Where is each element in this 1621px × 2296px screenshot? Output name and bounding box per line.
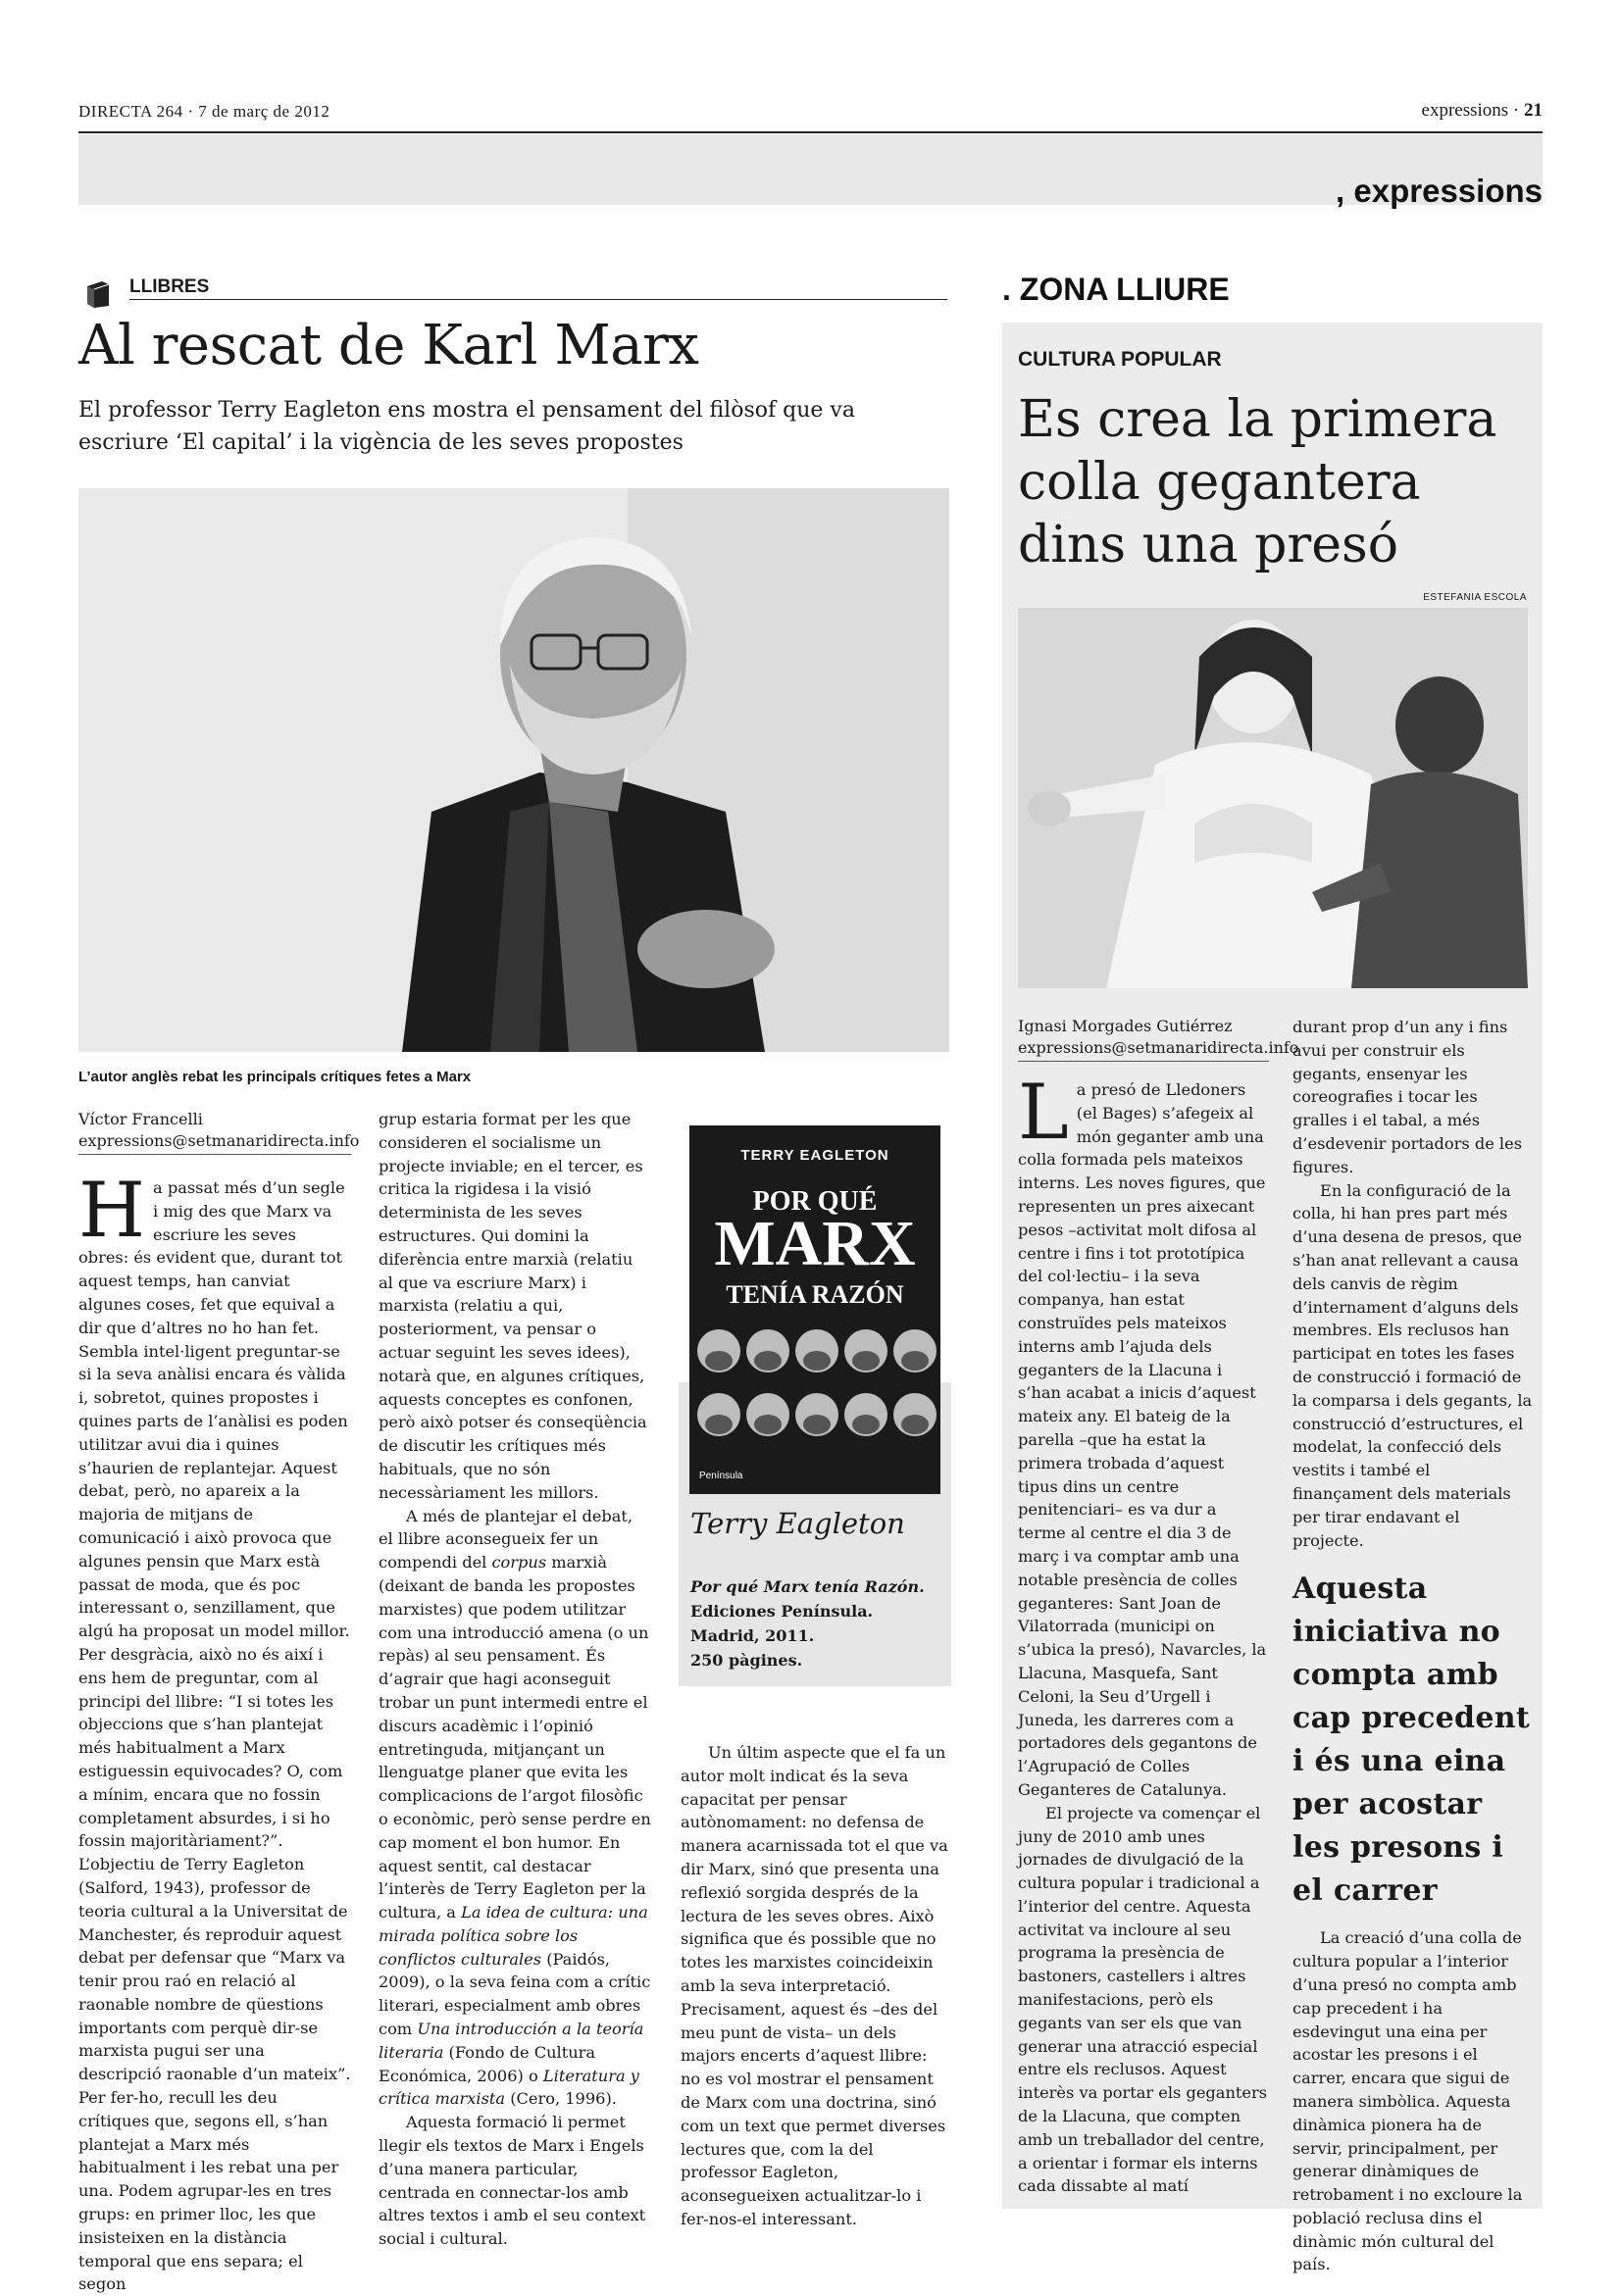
giant-illustration: [1018, 608, 1528, 988]
zona-byline: [1018, 1016, 1299, 1062]
giants-photo: [1018, 608, 1528, 988]
cover-publisher: Península: [699, 1471, 743, 1481]
section-name: expressions: [1421, 100, 1509, 121]
drop-cap: L: [1018, 1069, 1069, 1157]
cover-title-1: POR QUÉ: [752, 1186, 878, 1217]
book-cover: [689, 1125, 940, 1494]
paragraph: La creació d’una colla de cultura popular a l’interior d’una presó no compta amb cap precedent i ha esdevingut una eina per acostar les presons i el carrer, encara que sigui de manera simbòlica. Aquesta dinàmica pionera ha de servir, principalment, per generar dinàmiques de retrobament i no excloure la població reclusa dins el dinàmic món cultural del país.: [1292, 1928, 1523, 2274]
zona-column-1: [1018, 1069, 1269, 2198]
paragraph: En la configuració de la colla, hi han pres part més d’una desena de presos, que s’han anat rellevant a causa dels canvis de règim d’internament d’alguns dels membres. Els reclusos han participat en totes les fases de construcció i formació de la comparsa i dels gegants, la construcció d’estructures, el modelat, la confecció dels vestits i també el finançament dels materials per tirar endavant el projecte.: [1292, 1180, 1533, 1550]
portrait-illustration: [78, 488, 949, 1052]
zona-kicker: CULTURA POPULAR: [1018, 348, 1222, 371]
book-pages: 250 pàgines.: [690, 1651, 803, 1670]
issue-date: DIRECTA 264 · 7 de març de 2012: [78, 102, 330, 121]
byline-rule: [78, 1154, 351, 1155]
paragraph: Aquesta formació li permet llegir els textos de Marx i Engels d’una manera particular, centrada en connectar-los amb altres textos i amb el seu context social i cultural.: [379, 2113, 646, 2249]
section-band-title: , expressions: [1336, 173, 1543, 209]
book-publisher: Ediciones Península.: [690, 1602, 874, 1621]
article-column-2: [379, 1108, 651, 2251]
photo-caption: L’autor anglès rebat les principals crítiques fetes a Marx: [78, 1069, 472, 1085]
author-name: Ignasi Morgades Gutiérrez: [1018, 1017, 1233, 1035]
paragraph: A més de plantejar el debat, el llibre aconsegueix fer un compendi del corpus marxià (deixant de banda les propostes marxistes) que podem utilitzar com una introducció amena (o un repàs) al seu pensament. És d’agrair que hagi aconseguit trobar un punt intermedi entre el discurs acadèmic i l’opinió entretinguda, mitjançant un llenguatge planer que evita les complicacions de l’argot filosòfic o econòmic, però sense perdre en cap moment el bon humor. En aquest sentit, cal destacar l’interès de Terry Eagleton per la cultura, a La idea de cultura: una mirada política sobre los conflictos culturales (Paidós, 2009), o la seva feina com a crític literari, especialment amb obres com Una introducción a la teoría literaria (Fondo de Cultura Económica, 2006) o Literatura y crítica marxista (Cero, 1996).: [379, 1506, 651, 2109]
author-name: Víctor Francelli: [78, 1110, 203, 1128]
book-icon: [84, 279, 112, 309]
author-email[interactable]: expressions@setmanaridirecta.info: [1018, 1038, 1299, 1057]
column-text: a passat més d’un segle i mig des que Marx va escriure les seves obres: és evident que, durant tot aquest temps, han canviat algunes coses, fet que equival a dir que d’altres no ho han fet. Sembla intel·ligent preguntar-se si la seva anàlisi encara és vàlida i, sobretot, quines propostes i quines parts de l’anàlisi es poden utilitzar avui dia i quines s’haurien de replantejar. Aquest debat, però, no apareix a la majoria de mitjans de comunicació i això provoca que algunes pensin que Marx està passat de moda, que és poc interessant o, senzillament, que algú ha proposat un model millor. Per desgràcia, això no és així i ens hem de preguntar, com al principi del llibre: “I si totes les objeccions que s’han plantejat més habitualment a Marx estiguessin equivocades? O, com a mínim, encara que no fossin completament absurdes, i si ho fossin majoritàriament?”. L’objectiu de Terry Eagleton (Salford, 1943), professor de teoria cultural a la Universitat de Manchester, és reproduir aquest debat per defensar que “Marx va tenir prou raó en relació al raonable nombre de qüestions importants com perquè dir-se marxista pugui ser una descripció raonable d’un mateix”. Per fer-ho, recull les deu crítiques que, segons ell, s’han plantejat a Marx més habitualment i les rebat una per una. Podem agrupar-les en tres grups: en primer lloc, les que insisteixen en la distància temporal que ens separa; el segon: [78, 1178, 351, 2294]
article-subtitle: El professor Terry Eagleton ens mostra el pensament del filòsof que va escriure ‘El capital’ i la vigència de les seves propostes: [78, 398, 855, 455]
book-author: Terry Eagleton: [690, 1507, 905, 1540]
cover-title-2: MARX: [714, 1208, 916, 1279]
article-column-1: [78, 1167, 351, 2296]
section-rule: [129, 299, 947, 300]
zona-title: Es crea la primera colla gegantera dins una presó: [1018, 390, 1497, 574]
drop-cap: H: [78, 1167, 146, 1255]
zona-column-2: [1292, 1016, 1534, 2276]
article-title: Al rescat de Karl Marx: [78, 314, 699, 377]
pull-quote: Aquesta iniciativa no compta amb cap precedent i és una eina per acostar les presons i el carrer: [1292, 1572, 1530, 1909]
book-title: Por qué Marx tenía Razón.: [690, 1577, 925, 1596]
author-email[interactable]: expressions@setmanaridirecta.info: [78, 1131, 360, 1150]
author-photo: [78, 488, 949, 1052]
page-section: expressions · 21: [1421, 100, 1543, 121]
cover-title-3: TENÍA RAZÓN: [726, 1280, 904, 1309]
zona-label: . ZONA LLIURE: [1002, 272, 1230, 307]
paragraph: grup estaria format per les que consideren el socialisme un projecte inviable; en el tercer, es critica la rigidesa i la visió determinista de les seves estructures. Qui domini la diferència entre marxià (relatiu al que va escriure Marx) i marxista (relatiu a qui, posteriorment, va pensar o actuar seguint les seves idees), notarà que, en algunes crítiques, aquests conceptes es confonen, però això potser és conseqüència de discutir les crítiques més habituals, que no són necessàriament les millors.: [379, 1110, 647, 1502]
section-band: [78, 134, 1543, 205]
photo-credit: ESTEFANIA ESCOLA: [1423, 592, 1527, 603]
section-label: LLIBRES: [129, 276, 210, 297]
paragraph: Un últim aspecte que el fa un autor molt indicat és la seva capacitat per pensar autònomament: no defensa de manera acarnissada tot el que va dir Marx, sinó que presenta una reflexió sorgida després de la lectura de les seves obres. Això significa que és possible que no totes les marxistes coincideixin amb la seva interpretació. Precisament, aquest és –des del meu punt de vista– un dels majors encerts d’aquest llibre: no es vol mostrar el pensament de Marx com una doctrina, sinó com un text que permet diverses lectures que, com la del professor Eagleton, aconsegueixen actualitzar-lo i fer-nos-el interessant.: [681, 1743, 948, 2228]
byline-rule: [1018, 1061, 1269, 1062]
paragraph: durant prop d’un any i fins avui per construir els gegants, ensenyar les coreografies i tocar les gralles i el tabal, a més d’esdevenir portadors de les figures.: [1292, 1018, 1522, 1176]
paragraph: El projecte va començar el juny de 2010 amb unes jornades de divulgació de la cultura popular i tradicional a l’interior del centre. Aquesta activitat va incloure al seu programa la presència de bastoners, castellers i altres manifestacions, però els gegants van ser els que van generar una atracció especial entre els reclusos. Aquest interès va portar els geganters de la Llacuna, que compten amb un treballador del centre, a orientar i formar els interns cada dissabte al matí: [1018, 1803, 1268, 2196]
book-place-year: Madrid, 2011.: [690, 1626, 815, 1645]
marx-portraits-illustration: [689, 1322, 940, 1459]
cover-author: TERRY EAGLETON: [740, 1147, 889, 1164]
column-text: a presó de Lledoners (el Bages) s’afegeix al món geganter amb una colla formada pels mateixos interns. Les noves figures, que representen un pres aixecant pesos –activitat molt difosa al centre i fins i tot prototípica del col·lectiu– i la seva companya, han estat construïdes pels mateixos interns amb l’ajuda dels geganters de la Llacuna i s’han acabat a inicis d’aquest mateix any. El bateig de la parella –que ha estat la primera trobada d’aquest tipus dins un centre penitenciari– es va dur a terme al centre el dia 3 de març i va comptar amb una notable presència de colles geganteres: Sant Joan de Vilatorrada (municipi on s’ubica la presó), Navarcles, la Llacuna, Masquefa, Sant Celoni, la Seu d’Urgell i Juneda, les darreres com a portadores dels gegantons de l’Agrupació de Colles Geganteres de Catalunya.: [1018, 1080, 1267, 1799]
header-rule: [78, 131, 1543, 133]
page-number: 21: [1524, 100, 1543, 121]
byline: [78, 1109, 360, 1155]
article-column-3: [681, 1741, 951, 2231]
book-details: [690, 1574, 925, 1672]
